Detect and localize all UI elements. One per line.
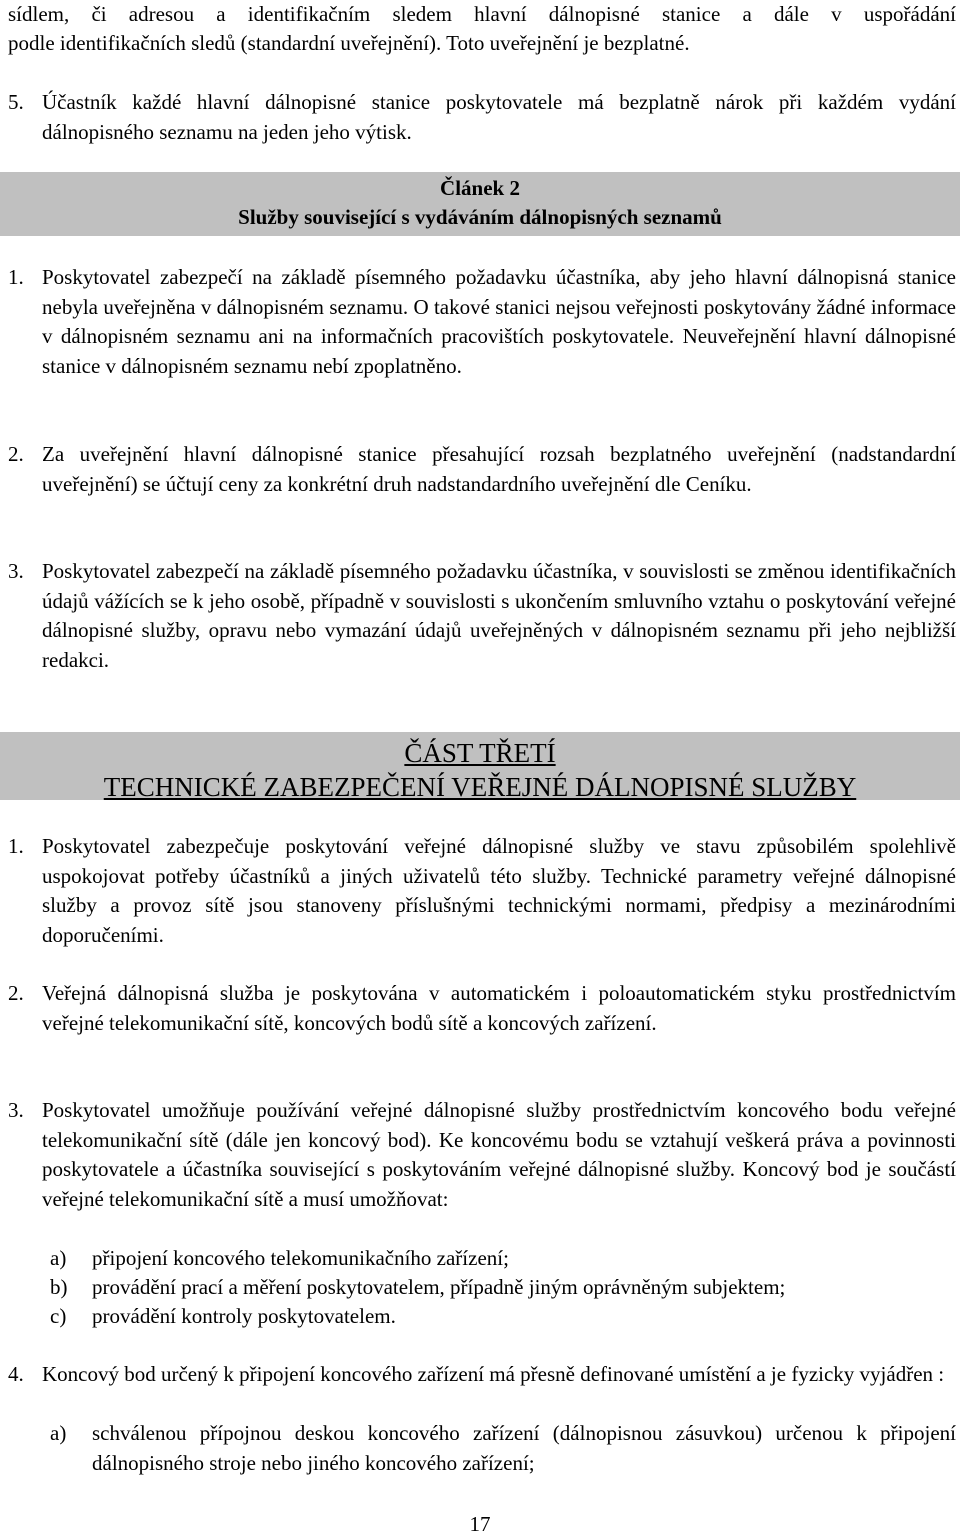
list-item xyxy=(42,1273,956,1303)
intro-line-2: podle identifikačních sledů (standardní uveřejnění). Toto uveřejnění je bezplatné. xyxy=(8,31,690,55)
paragraph-text: Účastník každé hlavní dálnopisné stanice poskytovatele má bezplatně nárok při každém vydání dálnopisného seznamu na jeden jeho výtisk. xyxy=(42,90,956,144)
paragraph-text: Koncový bod určený k připojení koncového zařízení má přesně definované umístění a je fyzicky vyjádřen : xyxy=(42,1362,945,1386)
paragraph-number: 3. xyxy=(8,1098,24,1122)
article-subtitle: Služby související s vydáváním dálnopisných seznamů xyxy=(238,205,722,229)
part-subtitle: TECHNICKÉ ZABEZPEČENÍ VEŘEJNÉ DÁLNOPISNÉ SLUŽBY xyxy=(103,772,857,802)
list-item-text: provádění prací a měření poskytovatelem, případně jiným oprávněným subjektem; xyxy=(92,1275,786,1299)
article-2-paragraph-2 xyxy=(8,440,956,499)
article-title: Článek 2 xyxy=(440,176,520,200)
article-2-paragraph-3 xyxy=(8,557,956,675)
list-item-letter: a) xyxy=(50,1421,67,1445)
list-item-letter: c) xyxy=(50,1304,67,1328)
paragraph-text: Veřejná dálnopisná služba je poskytována v automatickém i poloautomatickém styku prostřednictvím veřejné telekomunikační sítě, koncových bodů sítě a koncových zařízení. xyxy=(42,981,956,1035)
part-3-paragraph-3 xyxy=(8,1096,956,1214)
list-item-text: schválenou přípojnou deskou koncového zařízení (dálnopisnou zásuvkou) určenou k připojení dálnopisného stroje nebo jiného koncového zařízení; xyxy=(92,1421,956,1475)
part-3-paragraph-2 xyxy=(8,979,956,1038)
list-item xyxy=(42,1419,956,1478)
list-item-text: provádění kontroly poskytovatelem. xyxy=(92,1304,396,1328)
page-number: 17 xyxy=(469,1512,491,1536)
paragraph-number: 5. xyxy=(8,90,24,114)
paragraph-number: 1. xyxy=(8,265,24,289)
part-3-paragraph-4 xyxy=(8,1360,956,1390)
part-3-paragraph-1 xyxy=(8,832,956,950)
paragraph-text: Poskytovatel zabezpečí na základě písemného požadavku účastníka, aby jeho hlavní dálnopisná stanice nebyla uveřejněna v dálnopisném seznamu. O takové stanici nejsou veřejnosti poskytovány žádné informace v dálnopisném seznamu ani na informačních pracovištích poskytovatele. Neuveřejnění hlavní dálnopisné stanice v dálnopisném seznamu nebí zpoplatněno. xyxy=(42,265,956,378)
paragraph-number: 4. xyxy=(8,1362,24,1386)
part-title: ČÁST TŘETÍ xyxy=(404,738,556,768)
article-2-header xyxy=(0,172,960,236)
paragraph-number: 3. xyxy=(8,559,24,583)
paragraph-number: 2. xyxy=(8,981,24,1005)
paragraph-text: Poskytovatel zabezpečuje poskytování veřejné dálnopisné služby ve stavu způsobilém spolehlivě uspokojovat potřeby účastníků a jiných uživatelů této služby. Technické parametry veřejné dálnopisné služby a provoz sítě jsou stanoveny příslušnými technickými normami, předpisy a mezinárodními doporučeními. xyxy=(42,834,956,947)
list-item xyxy=(42,1244,956,1274)
list-item-letter: b) xyxy=(50,1275,68,1299)
intro-line-1: sídlem, či adresou a identifikačním sledem hlavní dálnopisné stanice a dále v uspořádání xyxy=(8,2,956,26)
list-item-letter: a) xyxy=(50,1246,67,1270)
paragraph-5 xyxy=(8,88,956,147)
list-item xyxy=(42,1302,956,1332)
paragraph-text: Za uveřejnění hlavní dálnopisné stanice přesahující rozsah bezplatného uveřejnění (nadstandardní uveřejnění) se účtují ceny za konkrétní druh nadstandardního uveřejnění dle Ceníku. xyxy=(42,442,956,496)
article-2-paragraph-1 xyxy=(8,263,956,381)
list-item-text: připojení koncového telekomunikačního zařízení; xyxy=(92,1246,509,1270)
paragraph-number: 1. xyxy=(8,834,24,858)
part-3-header xyxy=(0,732,960,800)
paragraph-text: Poskytovatel zabezpečí na základě písemného požadavku účastníka, v souvislosti se změnou identifikačních údajů vážících se k jeho osobě, případně v souvislosti s ukončením smluvního vztahu o poskytování veřejné dálnopisné služby, opravu nebo vymazání údajů uveřejněných v dálnopisném seznamu při jeho nejbližší redakci. xyxy=(42,559,956,672)
paragraph-text: Poskytovatel umožňuje používání veřejné dálnopisné služby prostřednictvím koncového bodu veřejné telekomunikační sítě (dále jen koncový bod). Ke koncovému bodu se vztahují veškerá práva a povinnosti poskytovatele a účastníka související s poskytováním veřejné dálnopisné služby. Koncový bod je součástí veřejné telekomunikační sítě a musí umožňovat: xyxy=(42,1098,956,1211)
paragraph-number: 2. xyxy=(8,442,24,466)
